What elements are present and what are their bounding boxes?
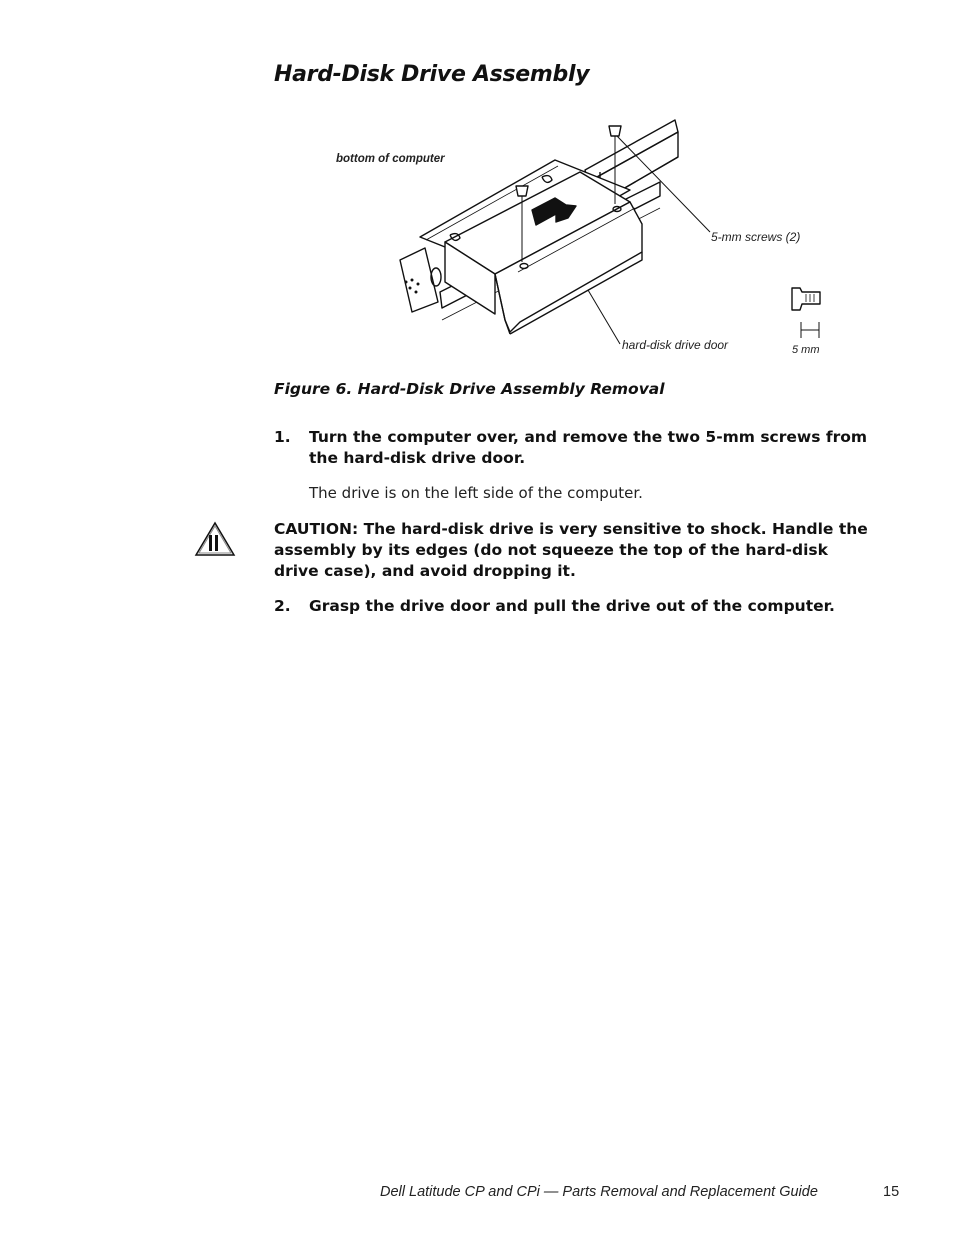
footer-guide-title: Dell Latitude CP and CPi — Parts Removal and Replacement Guide <box>380 1184 818 1200</box>
drive-location-note: The drive is on the left side of the computer. <box>309 484 643 502</box>
step-2 <box>274 596 874 617</box>
step-number: 2. <box>274 597 291 615</box>
page-title: Hard-Disk Drive Assembly <box>274 62 590 87</box>
page-number: 15 <box>883 1184 900 1200</box>
caution-triangle-icon <box>192 520 238 558</box>
step-text: Grasp the drive door and pull the drive out of the computer. <box>309 597 835 615</box>
label-screws: 5-mm screws (2) <box>711 230 801 244</box>
hard-disk-drive-figure <box>330 112 850 372</box>
step-1 <box>274 427 874 469</box>
caution-text: CAUTION: The hard-disk drive is very sensitive to shock. Handle the assembly by its edges (do not squeeze the top of the hard-disk drive case), and avoid dropping it. <box>274 520 868 580</box>
step-number: 1. <box>274 428 291 446</box>
label-scale: 5 mm <box>792 344 820 356</box>
label-drive-door: hard-disk drive door <box>622 338 729 352</box>
step-text: Turn the computer over, and remove the two 5-mm screws from the hard-disk drive door. <box>309 428 868 467</box>
figure-caption: Figure 6. Hard-Disk Drive Assembly Removal <box>274 380 665 398</box>
label-bottom-of-computer: bottom of computer <box>336 153 445 165</box>
